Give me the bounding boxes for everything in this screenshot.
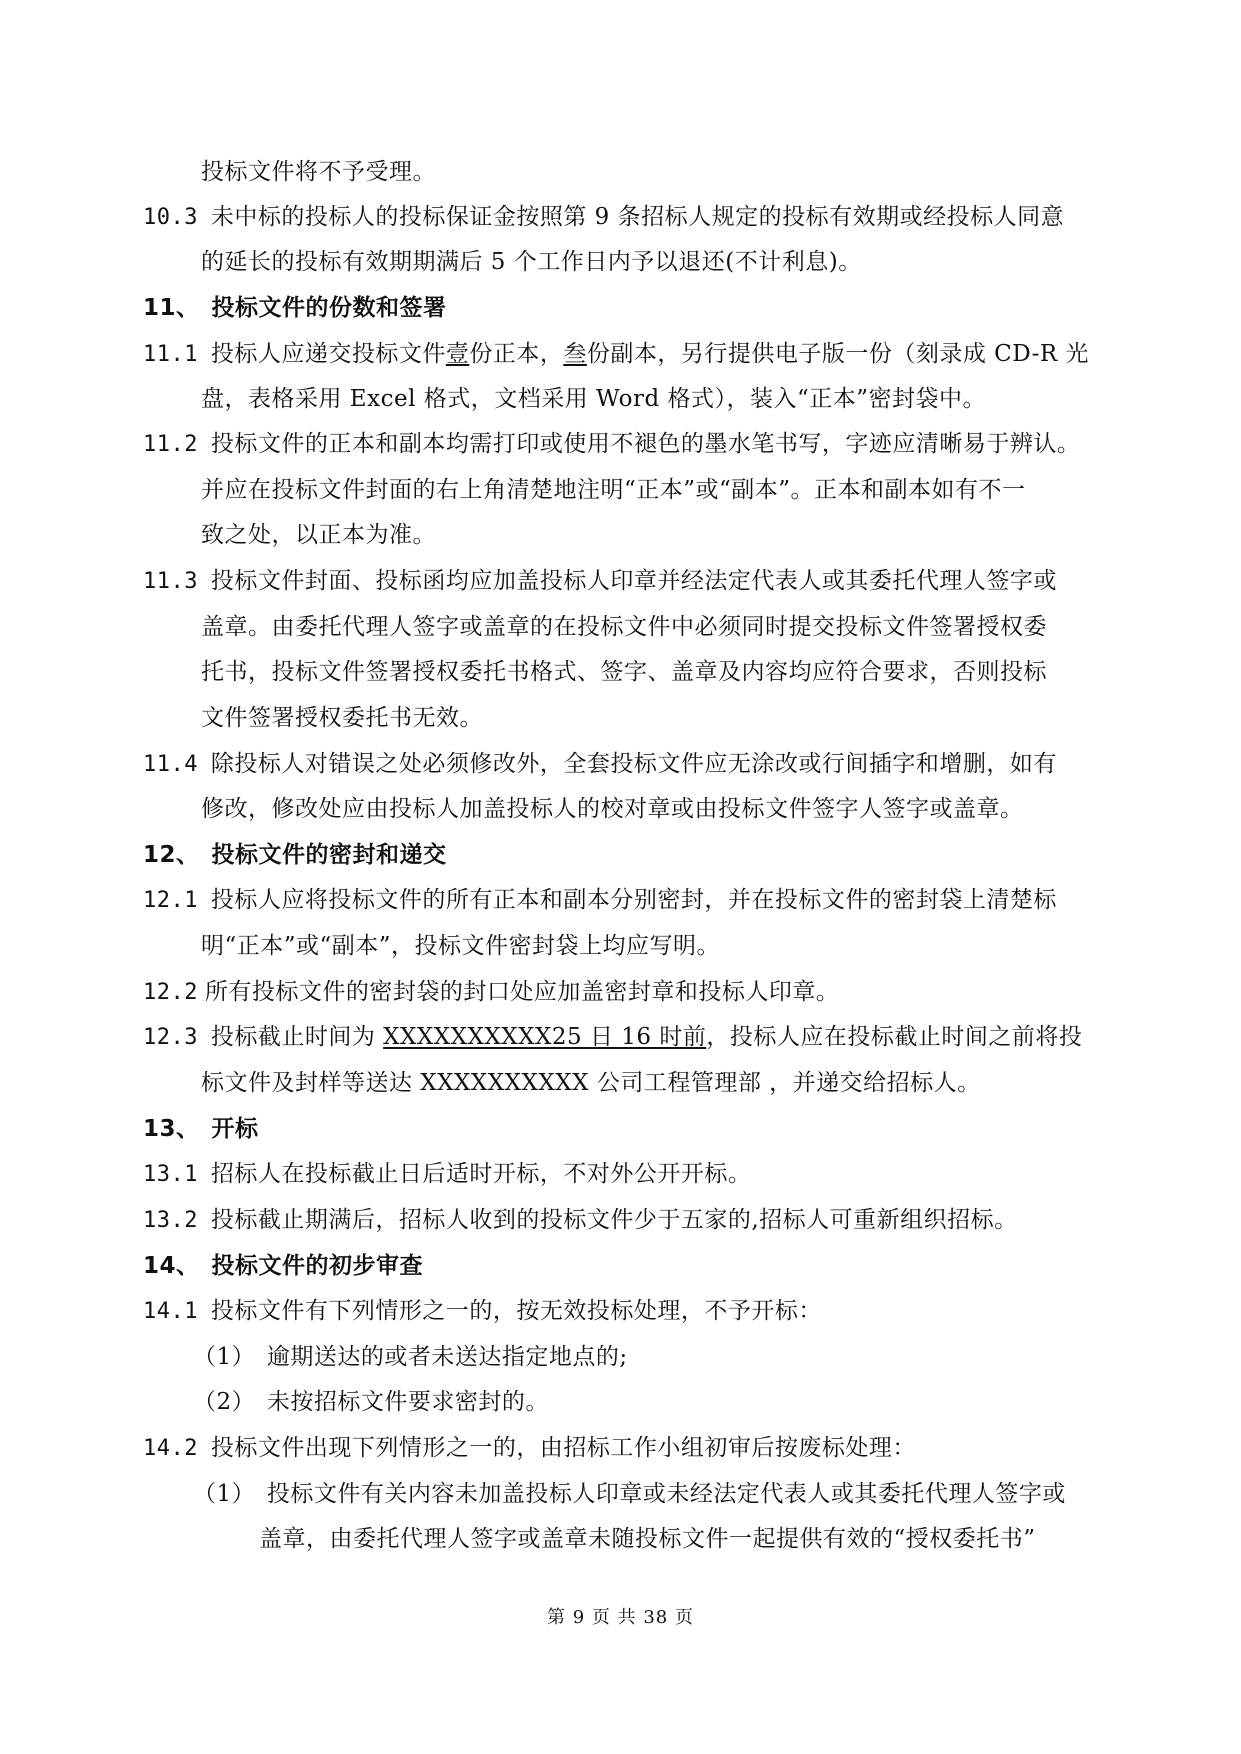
clause-number: 12.2 [143, 980, 198, 1005]
clause-number: 11.1 [143, 342, 198, 367]
paragraph-line [201, 1067, 981, 1099]
clause-12-1 [143, 884, 1057, 917]
line-text: 修改，修改处应由投标人加盖投标人的校对章或由投标文件签字人签字或盖章。 [201, 796, 1024, 822]
line-text: 盖章，由委托代理人签字或盖章未随投标文件一起提供有效的“授权委托书” [259, 1526, 1036, 1552]
paragraph-line [201, 474, 1026, 506]
line-text: 未按招标文件要求密封的。 [266, 1389, 549, 1415]
line-text: 份正本， [469, 341, 564, 367]
clause-10-3 [143, 201, 1064, 234]
line-text: 标文件及封样等送达 XXXXXXXXXX 公司工程管理部 ，并递交给招标人。 [201, 1070, 981, 1096]
paragraph-line [201, 246, 862, 278]
clause-number: 11.4 [143, 752, 198, 777]
paragraph-line [201, 611, 1047, 643]
line-text: 所有投标文件的密封袋的封口处应加盖密封章和投标人印章。 [204, 979, 840, 1005]
line-text: 份副本，另行提供电子版一份（刻录成 CD-R 光 [586, 341, 1089, 367]
clause-14-1 [143, 1295, 822, 1328]
clause-number: 13.1 [143, 1162, 198, 1187]
paragraph-line [201, 793, 1024, 825]
list-item [193, 1478, 1066, 1510]
line-text: 未中标的投标人的投标保证金按照第 9 条招标人规定的投标有效期或经投标人同意 [210, 204, 1065, 230]
section-number: 12、 [143, 842, 200, 868]
underlined-text: 叁 [563, 341, 587, 367]
line-text: 的延长的投标有效期期满后 5 个工作日内予以退还(不计利息)。 [201, 249, 862, 275]
clause-13-1 [143, 1158, 751, 1191]
underlined-text: 壹 [445, 341, 470, 367]
clause-number: 14.1 [143, 1299, 198, 1324]
list-item-number: （1） [193, 1481, 256, 1507]
clause-12-2 [143, 976, 839, 1009]
clause-11-1 [143, 338, 1089, 371]
section-heading-12 [143, 839, 447, 871]
section-title: 投标文件的份数和签署 [211, 295, 447, 321]
clause-number: 12.1 [143, 888, 198, 913]
line-text: 盘，表格采用 Excel 格式，文档采用 Word 格式），装入“正本”密封袋中。 [201, 386, 987, 412]
line-text: 投标截止时间为 [210, 1024, 384, 1050]
line-text: 投标截止期满后，招标人收到的投标文件少于五家的,招标人可重新组织招标。 [210, 1207, 1018, 1233]
section-title: 开标 [211, 1116, 259, 1142]
line-text: ，投标人应在投标截止时间之前将投 [706, 1024, 1083, 1050]
line-text: 明“正本”或“副本”，投标文件密封袋上均应写明。 [201, 933, 721, 959]
line-text: 投标文件将不予受理。 [201, 159, 436, 185]
section-heading-11 [143, 292, 447, 324]
line-text: 逾期送达的或者未送达指定地点的; [266, 1344, 628, 1370]
list-item-number: （2） [193, 1389, 256, 1415]
clause-number: 12.3 [143, 1025, 198, 1050]
line-text: 致之处，以正本为准。 [201, 522, 436, 548]
line-text: 托书，投标文件签署授权委托书格式、签字、盖章及内容均应符合要求，否则投标 [201, 659, 1047, 685]
clause-number: 11.3 [143, 569, 198, 594]
line-text: 投标人应将投标文件的所有正本和副本分别密封，并在投标文件的密封袋上清楚标 [210, 887, 1057, 913]
clause-number: 10.3 [143, 205, 198, 230]
deadline-text: XXXXXXXXXX25 日 16 时前 [383, 1024, 707, 1050]
line-text: 投标人应递交投标文件 [210, 341, 446, 367]
line-text: 文件签署授权委托书无效。 [201, 705, 483, 731]
list-item-number: （1） [193, 1344, 256, 1370]
clause-11-2 [143, 428, 1080, 461]
paragraph-line [201, 702, 483, 734]
section-heading-13 [143, 1113, 259, 1145]
line-text: 投标文件有关内容未加盖投标人印章或未经法定代表人或其委托代理人签字或 [266, 1481, 1066, 1507]
clause-11-3 [143, 565, 1057, 598]
paragraph-line [201, 156, 436, 188]
line-text: 投标文件的正本和副本均需打印或使用不褪色的墨水笔书写，字迹应清晰易于辨认。 [210, 431, 1081, 457]
paragraph-line [259, 1523, 1036, 1555]
section-number: 14、 [143, 1253, 200, 1279]
line-text: 招标人在投标截止日后适时开标，不对外公开开标。 [210, 1161, 752, 1187]
section-title: 投标文件的初步审查 [211, 1253, 424, 1279]
clause-number: 13.2 [143, 1208, 198, 1233]
line-text: 除投标人对错误之处必须修改外，全套投标文件应无涂改或行间插字和增删，如有 [210, 751, 1057, 777]
line-text: 投标文件封面、投标函均应加盖投标人印章并经法定代表人或其委托代理人签字或 [210, 568, 1057, 594]
clause-12-3 [143, 1021, 1082, 1054]
line-text: 投标文件有下列情形之一的，按无效投标处理，不予开标： [210, 1298, 822, 1324]
clause-11-4 [143, 748, 1057, 781]
paragraph-line [201, 656, 1047, 688]
section-number: 13、 [143, 1116, 200, 1142]
section-title: 投标文件的密封和递交 [211, 842, 447, 868]
clause-13-2 [143, 1204, 1018, 1237]
clause-number: 11.2 [143, 432, 198, 457]
paragraph-line [201, 383, 986, 415]
line-text: 并应在投标文件封面的右上角清楚地注明“正本”或“副本”。正本和副本如有不一 [201, 477, 1026, 503]
section-number: 11、 [143, 295, 200, 321]
page-footer: 第 9 页 共 38 页 [547, 1607, 694, 1628]
clause-14-2 [143, 1432, 916, 1465]
list-item [193, 1341, 628, 1373]
paragraph-line [201, 519, 436, 551]
line-text: 投标文件出现下列情形之一的，由招标工作小组初审后按废标处理： [210, 1435, 916, 1461]
section-heading-14 [143, 1250, 423, 1282]
paragraph-line [201, 930, 720, 962]
clause-number: 14.2 [143, 1436, 198, 1461]
list-item [193, 1386, 549, 1418]
line-text: 盖章。由委托代理人签字或盖章的在投标文件中必须同时提交投标文件签署授权委 [201, 614, 1047, 640]
